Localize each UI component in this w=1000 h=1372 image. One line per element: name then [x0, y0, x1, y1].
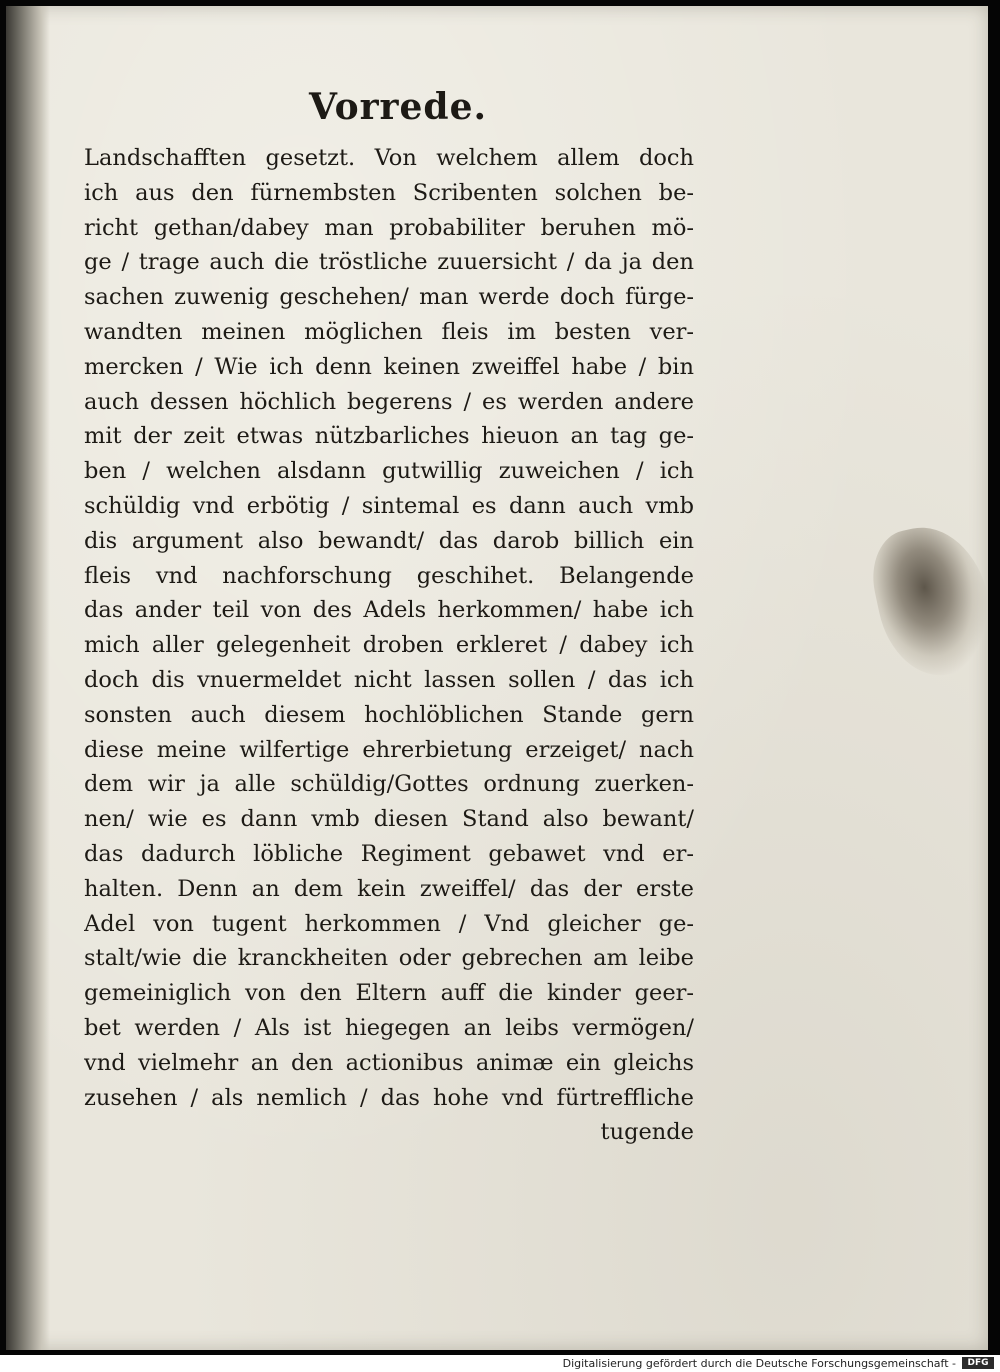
text-line: sonsten auch diesem hochlöblichen Stande gern [84, 701, 694, 728]
text-line: richt gethan/dabey man probabiliter beruhen mö- [84, 214, 694, 241]
text-line: das dadurch löbliche Regiment gebawet vnd er- [84, 840, 694, 867]
text-line: zusehen / als nemlich / das hohe vnd fürtreffliche [84, 1084, 694, 1111]
text-line: ich aus den fürnembsten Scribenten solchen be- [84, 179, 694, 206]
text-line: gemeiniglich von den Eltern auff die kinder geer- [84, 980, 694, 1007]
page-header: Vorrede. [308, 86, 488, 128]
text-line: diese meine wilfertige ehrerbietung erzeiget/ nach [84, 736, 694, 763]
page-stain [864, 516, 1000, 686]
text-line: schüldig vnd erbötig / sintemal es dann auch vmb [84, 492, 694, 519]
text-line: nen/ wie es dann vmb diesen Stand also bewant/ [84, 806, 694, 833]
text-line: sachen zuwenig geschehen/ man werde doch fürge- [84, 284, 694, 311]
text-line: mit der zeit etwas nützbarliches hieuon an tag ge- [84, 423, 694, 450]
text-line: mercken / Wie ich denn keinen zweiffel habe / bin [84, 353, 694, 380]
text-line: ben / welchen alsdann gutwillig zuweichen / ich [84, 458, 694, 485]
text-line: Landschafften gesetzt. Von welchem allem doch [84, 145, 694, 171]
text-line: mich aller gelegenheit droben erkleret / dabey ich [84, 632, 694, 659]
text-line: halten. Denn an dem kein zweiffel/ das der erste [84, 875, 694, 902]
dfg-logo-icon: DFG [962, 1357, 994, 1369]
text-line: auch dessen höchlich begerens / es werden andere [84, 388, 694, 415]
book-page [6, 6, 988, 1350]
text-line: bet werden / Als ist hiegegen an leibs vermögen/ [84, 1014, 694, 1041]
text-line: vnd vielmehr an den actionibus animæ ein gleichs [84, 1049, 694, 1076]
text-line: Adel von tugent herkommen / Vnd gleicher ge- [84, 910, 694, 937]
page-gutter-shadow [6, 6, 50, 1350]
footer-credit: Digitalisierung gefördert durch die Deutsche Forschungsgemeinschaft - [562, 1357, 956, 1370]
text-line: wandten meinen möglichen fleis im besten ver- [84, 318, 694, 345]
text-line: dem wir ja alle schüldig/Gottes ordnung zuerken- [84, 771, 694, 798]
catchword: tugende [600, 1119, 694, 1146]
text-line: stalt/wie die kranckheiten oder gebrechen am leibe [84, 945, 694, 972]
text-line: das ander teil von des Adels herkommen/ habe ich [84, 597, 694, 624]
text-line: doch dis vnuermeldet nicht lassen sollen / das ich [84, 666, 694, 693]
text-line: ge / trage auch die tröstliche zuuersicht / da ja den [84, 249, 694, 276]
text-line: fleis vnd nachforschung geschihet. Belangende [84, 562, 694, 589]
text-line: dis argument also bewandt/ das darob billich ein [84, 527, 694, 554]
body-text [84, 141, 694, 1150]
